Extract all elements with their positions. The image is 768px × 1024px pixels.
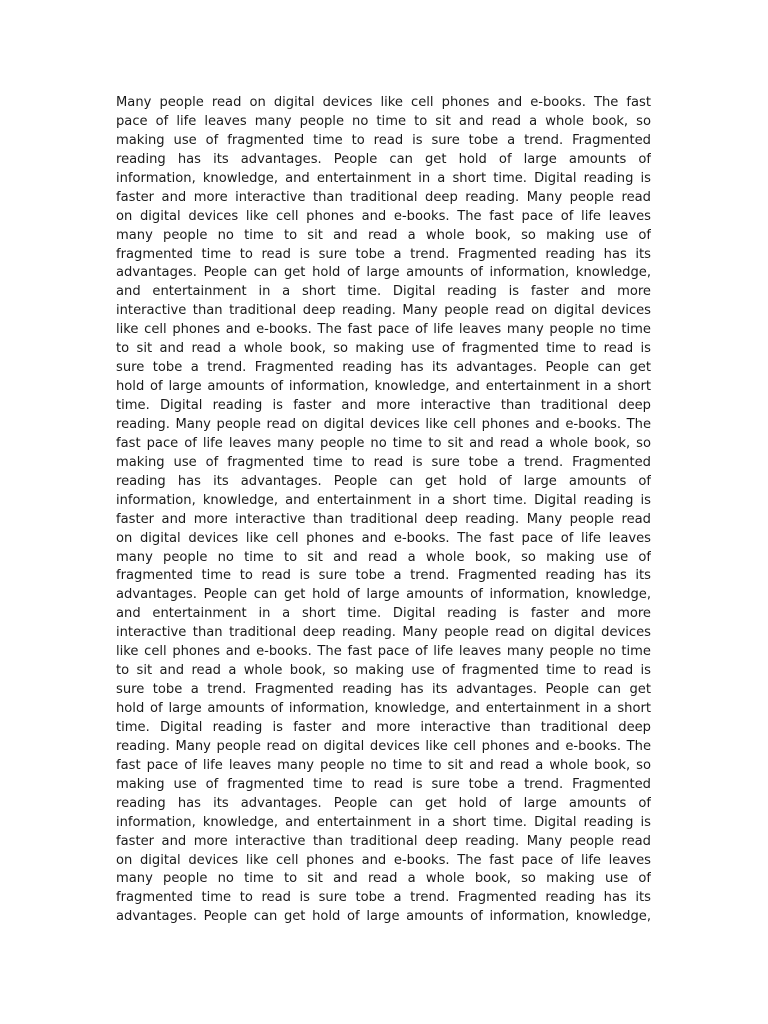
text-line: fast pace of life leaves many people no time to sit and read a whole book, so — [116, 757, 651, 773]
text-line: time. Digital reading is faster and more interactive than traditional deep — [116, 719, 651, 735]
text-line: information, knowledge, and entertainment in a short time. Digital reading is — [116, 492, 651, 508]
text-line: and entertainment in a short time. Digital reading is faster and more — [116, 606, 651, 622]
body-paragraph — [116, 94, 651, 927]
text-line: Many people read on digital devices like cell phones and e-books. The fast — [116, 95, 651, 110]
text-line: fragmented time to read is sure tobe a trend. Fragmented reading has its — [116, 246, 651, 262]
text-line: interactive than traditional deep reading. Many people read on digital devices — [116, 303, 651, 319]
text-line: like cell phones and e-books. The fast pace of life leaves many people no time — [116, 644, 651, 660]
text-line: fragmented time to read is sure tobe a trend. Fragmented reading has its — [116, 890, 651, 906]
text-line: reading. Many people read on digital devices like cell phones and e-books. The — [116, 416, 651, 432]
text-line: on digital devices like cell phones and e-books. The fast pace of life leaves — [116, 530, 651, 546]
text-line: interactive than traditional deep reading. Many people read on digital devices — [116, 625, 651, 641]
text-line: sure tobe a trend. Fragmented reading has its advantages. People can get — [116, 360, 651, 376]
text-line: to sit and read a whole book, so making use of fragmented time to read is — [116, 341, 651, 357]
text-line: and entertainment in a short time. Digital reading is faster and more — [116, 284, 651, 300]
text-line: pace of life leaves many people no time to sit and read a whole book, so — [116, 113, 651, 129]
text-line: many people no time to sit and read a whole book, so making use of — [116, 871, 651, 887]
text-line: reading has its advantages. People can get hold of large amounts of — [116, 795, 651, 811]
text-line: faster and more interactive than traditional deep reading. Many people read — [116, 833, 651, 849]
text-line: time. Digital reading is faster and more interactive than traditional deep — [116, 398, 651, 413]
text-line: to sit and read a whole book, so making use of fragmented time to read is — [116, 663, 651, 679]
text-line: reading. Many people read on digital devices like cell phones and e-books. The — [116, 738, 651, 754]
text-line: advantages. People can get hold of large amounts of information, knowledge, — [116, 909, 651, 925]
text-line: making use of fragmented time to read is sure tobe a trend. Fragmented — [116, 454, 651, 470]
text-line: faster and more interactive than traditional deep reading. Many people read — [116, 511, 651, 527]
text-line: hold of large amounts of information, knowledge, and entertainment in a short — [116, 701, 651, 716]
text-line: information, knowledge, and entertainment in a short time. Digital reading is — [116, 170, 651, 186]
text-line: reading has its advantages. People can get hold of large amounts of — [116, 151, 651, 167]
text-line: information, knowledge, and entertainment in a short time. Digital reading is — [116, 814, 651, 830]
text-line: many people no time to sit and read a whole book, so making use of — [116, 227, 651, 243]
text-line: sure tobe a trend. Fragmented reading has its advantages. People can get — [116, 682, 651, 698]
text-line: fast pace of life leaves many people no time to sit and read a whole book, so — [116, 435, 651, 451]
text-line: like cell phones and e-books. The fast pace of life leaves many people no time — [116, 322, 651, 338]
text-line: making use of fragmented time to read is sure tobe a trend. Fragmented — [116, 776, 651, 792]
text-line: fragmented time to read is sure tobe a trend. Fragmented reading has its — [116, 568, 651, 584]
text-line: advantages. People can get hold of large amounts of information, knowledge, — [116, 265, 651, 281]
text-line: many people no time to sit and read a whole book, so making use of — [116, 549, 651, 565]
text-line: reading has its advantages. People can get hold of large amounts of — [116, 473, 651, 489]
text-line: making use of fragmented time to read is sure tobe a trend. Fragmented — [116, 132, 651, 148]
text-line: hold of large amounts of information, knowledge, and entertainment in a short — [116, 379, 651, 395]
text-line: advantages. People can get hold of large amounts of information, knowledge, — [116, 587, 651, 603]
text-line: on digital devices like cell phones and e-books. The fast pace of life leaves — [116, 208, 651, 224]
text-line: faster and more interactive than traditional deep reading. Many people read — [116, 189, 651, 205]
text-line: on digital devices like cell phones and e-books. The fast pace of life leaves — [116, 852, 651, 868]
